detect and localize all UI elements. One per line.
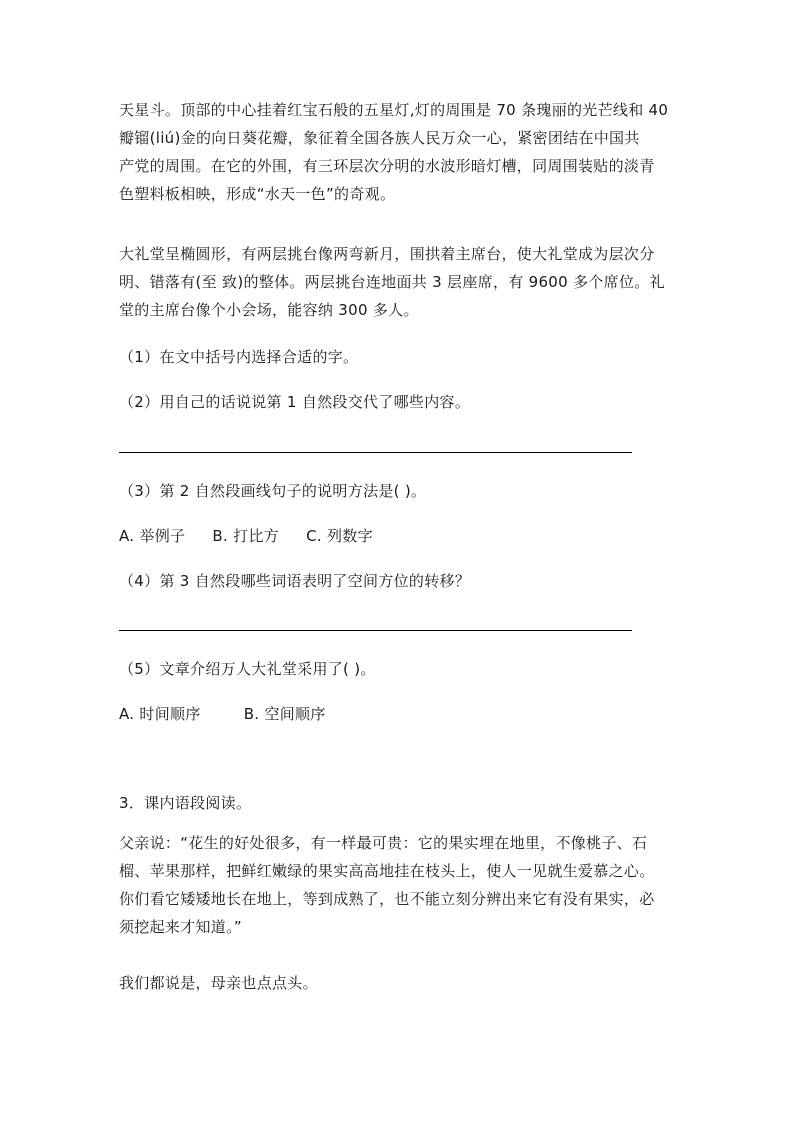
paragraph-2-line: 堂的主席台像个小会场，能容纳 300 多人。 <box>119 301 419 319</box>
question-4: （4）第 3 自然段哪些词语表明了空间方位的转移？ <box>119 572 471 590</box>
paragraph-1-line: 产党的周围。在它的外围，有三环层次分明的水波形暗灯槽，同周围装贴的淡青 <box>119 157 655 175</box>
question-1: （1）在文中括号内选择合适的字。 <box>119 348 359 366</box>
paragraph-1 <box>119 96 679 208</box>
question-3: （3）第 2 自然段画线句子的说明方法是( )。 <box>119 482 427 500</box>
paragraph-2-line: 大礼堂呈椭圆形，有两层挑台像两弯新月，围拱着主席台，使大礼堂成为层次分 <box>119 245 655 263</box>
section-3-closing: 我们都说是，母亲也点点头。 <box>119 974 318 992</box>
question-3-options <box>119 526 395 546</box>
option-b[interactable]: B. 空间顺序 <box>243 705 326 723</box>
section-3-line: 须挖起来才知道。” <box>119 918 242 936</box>
section-3-paragraph <box>119 829 679 941</box>
paragraph-2 <box>119 240 679 324</box>
section-3-line: 榴、苹果那样，把鲜红嫩绿的果实高高地挂在枝头上，使人一见就生爱慕之心。 <box>119 862 655 880</box>
question-5-options <box>119 704 348 724</box>
question-5: （5）文章介绍万人大礼堂采用了( )。 <box>119 660 376 678</box>
paragraph-1-line: 色塑料板相映，形成“水天一色”的奇观。 <box>119 185 396 203</box>
paragraph-1-line: 瓣镏(liú)金的向日葵花瓣，象征着全国各族人民万众一心，紧密团结在中国共 <box>119 129 640 147</box>
section-3-heading: 3．课内语段阅读。 <box>119 794 252 812</box>
answer-line-q4[interactable] <box>119 630 632 631</box>
paragraph-2-line: 明、错落有(至 致)的整体。两层挑台连地面共 3 层座席，有 9600 多个席位。礼 <box>119 273 665 291</box>
option-a[interactable]: A. 举例子 <box>119 527 186 545</box>
section-3-line: 父亲说：“花生的好处很多，有一样最可贵：它的果实埋在地里，不像桃子、石 <box>119 834 648 852</box>
option-c[interactable]: C. 列数字 <box>306 527 373 545</box>
option-b[interactable]: B. 打比方 <box>212 527 280 545</box>
question-2: （2）用自己的话说说第 1 自然段交代了哪些内容。 <box>119 393 471 411</box>
paragraph-1-line: 天星斗。顶部的中心挂着红宝石般的五星灯,灯的周围是 70 条瑰丽的光芒线和 40 <box>119 101 669 119</box>
option-a[interactable]: A. 时间顺序 <box>119 705 201 723</box>
section-3-line: 你们看它矮矮地长在地上，等到成熟了，也不能立刻分辨出来它有没有果实，必 <box>119 890 655 908</box>
answer-line-q2[interactable] <box>119 452 632 453</box>
